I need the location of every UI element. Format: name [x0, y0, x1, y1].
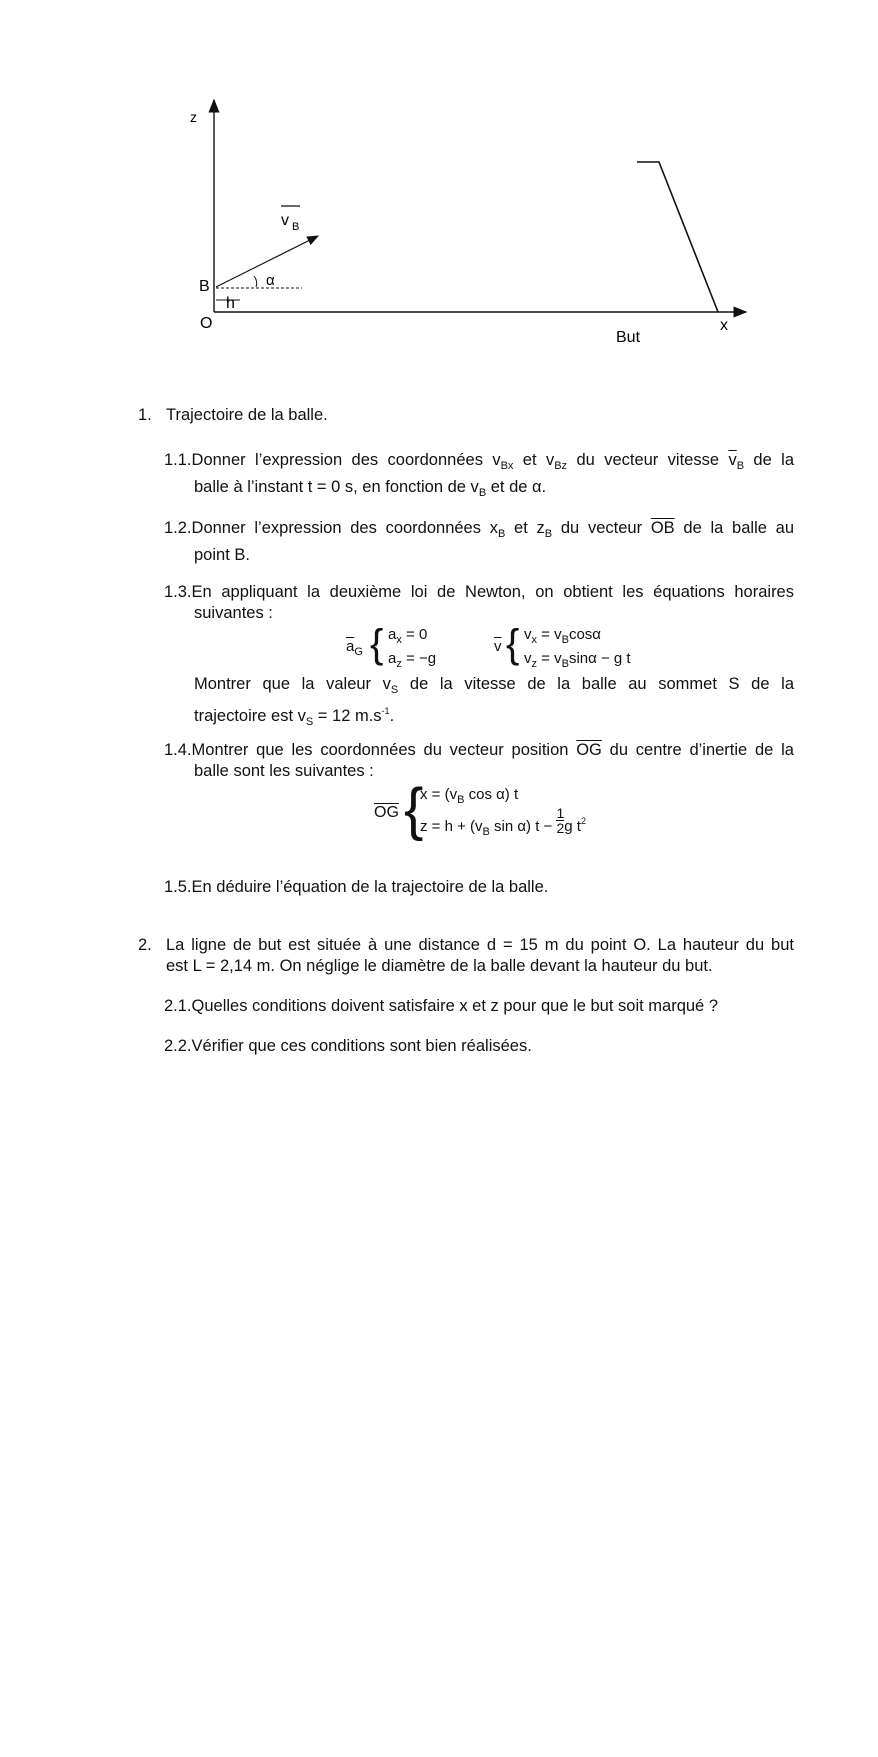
- q1-3: 1.3.En appliquant la deuxième loi de Newton, on obtient les équations horaires suivantes :: [164, 583, 794, 622]
- q1-1: 1.1.Donner l’expression des coordonnées $v_{Bx}$ et $v_{Bz}$ du vecteur vitesse $\overline{v}_B$ de la balle à l’instant t = 0 s, en fonction de $v_B$ et de α.: [164, 451, 794, 499]
- goal-post: [637, 162, 718, 312]
- q1-heading: 1. Trajectoire de la balle.: [138, 406, 328, 424]
- angle-label: α: [266, 272, 275, 289]
- q1-2: 1.2.Donner l’expression des coordonnées $x_B$ et $z_B$ du vecteur $\overline{OB}$ de la balle au point B.: [164, 519, 794, 564]
- vector-label: v: [281, 212, 289, 229]
- goal-label: But: [616, 329, 641, 346]
- vector-label-sub: B: [292, 221, 300, 233]
- height-label: h: [226, 295, 235, 312]
- point-b-label: B: [199, 278, 210, 295]
- origin-label: O: [200, 315, 213, 332]
- q1-4: 1.4.Montrer que les coordonnées du vecteur position $\overline{OG}$ du centre d’inertie de la balle sont les suivantes :: [164, 741, 794, 780]
- q2: 2. La ligne de but est située à une distance d = 15 m du point O. La hauteur du but est L = 2,14 m. On néglige le diamètre de la balle devant la hauteur du but.: [138, 936, 794, 975]
- trajectory-figure: [0, 0, 878, 360]
- x-axis-label: x: [720, 317, 728, 334]
- z-axis-label: z: [190, 109, 197, 125]
- q1-5: 1.5.En déduire l’équation de la trajectoire de la balle.: [164, 878, 549, 896]
- q1-3-question: Montrer que la valeur $v_S$ de la vitesse de la balle au sommet S de la trajectoire est $v_S = 12$ $m.s^{-1}$.: [194, 675, 794, 728]
- angle-arc: [254, 276, 257, 287]
- position-equations: $\overline{OG}$ { $x = (v_B$ cos α) t $z = h + (v_B$ sin α) t − $\frac{1}{2}$ g $t^2$: [374, 777, 586, 842]
- q2-2: 2.2.Vérifier que ces conditions sont bien réalisées.: [164, 1037, 532, 1055]
- q2-1: 2.1.Quelles conditions doivent satisfaire x et z pour que le but soit marqué ?: [164, 997, 718, 1015]
